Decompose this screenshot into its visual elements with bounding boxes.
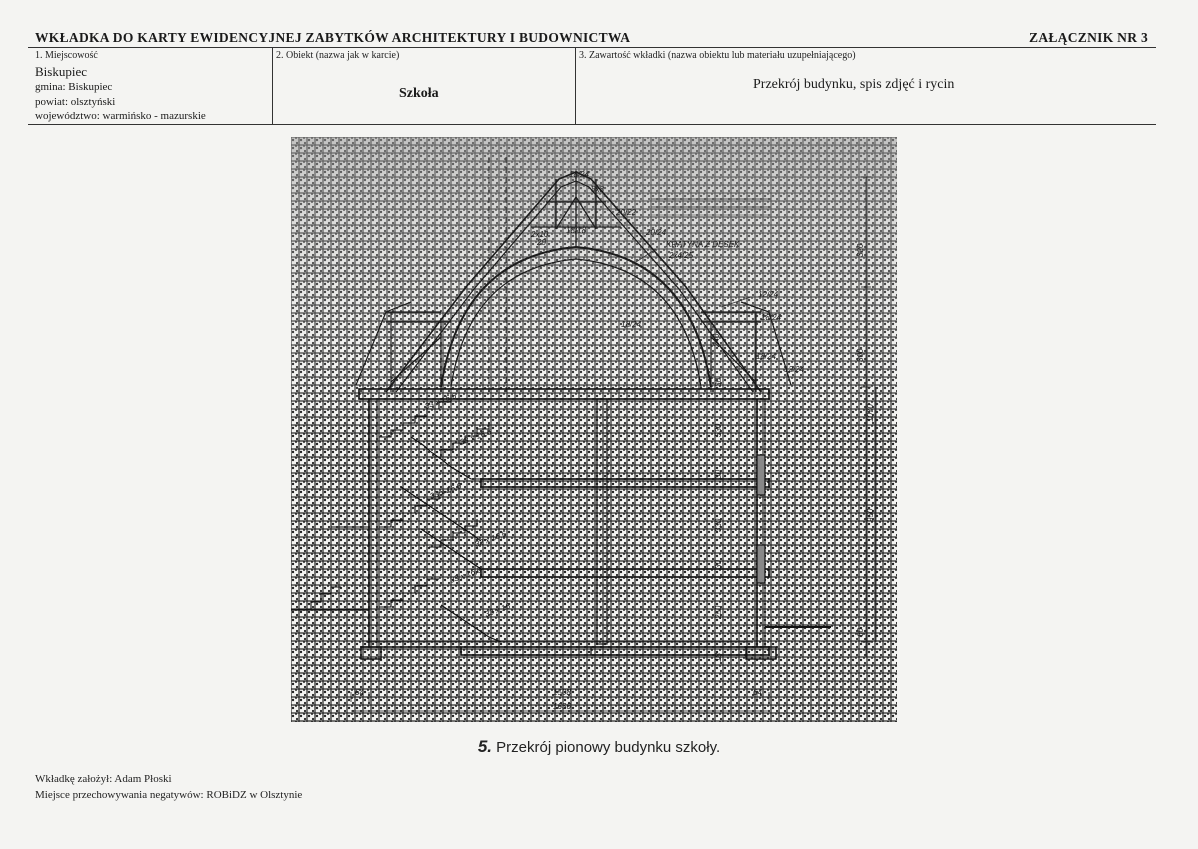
dim-label: 20 xyxy=(537,238,546,247)
dim-label: 2x4/25 xyxy=(669,251,694,260)
stair-label: 33 x 16,6 xyxy=(473,529,508,549)
dim-label: 250 xyxy=(714,605,723,619)
stair-label: 33 x 16 xyxy=(483,601,512,619)
dim-label: 30 xyxy=(714,560,723,569)
dim-label: 950 xyxy=(866,508,875,522)
dim-label: 300 xyxy=(856,348,865,362)
figure-caption-text: Przekrój pionowy budynku szkoły. xyxy=(496,739,721,756)
object-value: Szkoła xyxy=(399,86,439,101)
author-line: Wkładkę założył: Adam Płoski xyxy=(35,773,172,785)
place-powiat: powiat: olsztyński xyxy=(35,96,116,108)
table-divider-2 xyxy=(575,47,576,124)
dim-label: 320 xyxy=(856,243,865,257)
dim-label: 1070 xyxy=(866,404,875,422)
dim-label: 330 xyxy=(714,518,723,532)
dim-label: 18/18 xyxy=(566,226,587,235)
place-name: Biskupiec xyxy=(35,64,87,79)
dim-label: 12/24 xyxy=(758,290,779,299)
place-gmina: gmina: Biskupiec xyxy=(35,81,113,93)
figure-number: 5. xyxy=(477,737,492,756)
dim-label: 30 xyxy=(714,378,723,387)
stair-label: 33 x 16,6 xyxy=(458,427,493,447)
dim-label: 18/24 xyxy=(761,313,782,322)
dim-label: 20/22 xyxy=(616,208,637,217)
storage-line: Miejsce przechowywania negatywów: ROBiDZ w Olsztynie xyxy=(35,789,303,801)
contents-label: 3. Zawartość wkładki (nazwa obiektu lub materiału uzupełniającego) xyxy=(579,50,856,61)
dim-label: 12/24 xyxy=(784,365,805,374)
stair-label: 33 x 16,6 xyxy=(423,391,458,411)
dim-label: 1508 xyxy=(553,688,571,697)
dim-label: 30 xyxy=(714,470,723,479)
dim-label: 64 xyxy=(355,688,364,697)
place-wojewodztwo: województwo: warmińsko - mazurskie xyxy=(35,110,206,122)
object-label: 2. Obiekt (nazwa jak w karcie) xyxy=(276,50,400,61)
table-top-border xyxy=(28,47,1156,48)
dim-label: 20/24 xyxy=(646,228,667,237)
stair-label: 33 x 16,6 xyxy=(428,481,463,501)
table-bottom-border xyxy=(28,124,1156,125)
dim-label: 64 xyxy=(753,688,762,697)
dim-label: 240 xyxy=(712,333,721,347)
dim-label: 330 xyxy=(714,423,723,437)
contents-value: Przekrój budynku, spis zdjęć i rycin xyxy=(753,77,955,92)
table-divider-1 xyxy=(272,47,273,124)
dim-label: 60 xyxy=(856,628,865,637)
annex-number: ZAŁĄCZNIK NR 3 xyxy=(1029,30,1148,45)
building-section-drawing xyxy=(291,137,897,722)
dim-label: 2x10 xyxy=(531,230,549,239)
dim-label: KRATYNA Z DESEK xyxy=(666,240,740,249)
place-label: 1. Miejscowość xyxy=(35,50,98,61)
document-title: WKŁADKA DO KARTY EWIDENCYJNEJ ZABYTKÓW ARCHITEKTURY I BUDOWNICTWA xyxy=(35,30,631,45)
dim-label: 18/24 xyxy=(756,352,777,361)
dim-label: 8x8 xyxy=(591,185,604,194)
dim-label: 18 xyxy=(714,653,723,662)
figure-caption xyxy=(0,737,1198,757)
stair-label: 33 x 16,6 xyxy=(448,565,483,585)
dim-label: 1636 xyxy=(553,702,571,711)
dim-label: 18/24 xyxy=(621,320,642,329)
dim-label: 18/24 xyxy=(569,170,590,179)
